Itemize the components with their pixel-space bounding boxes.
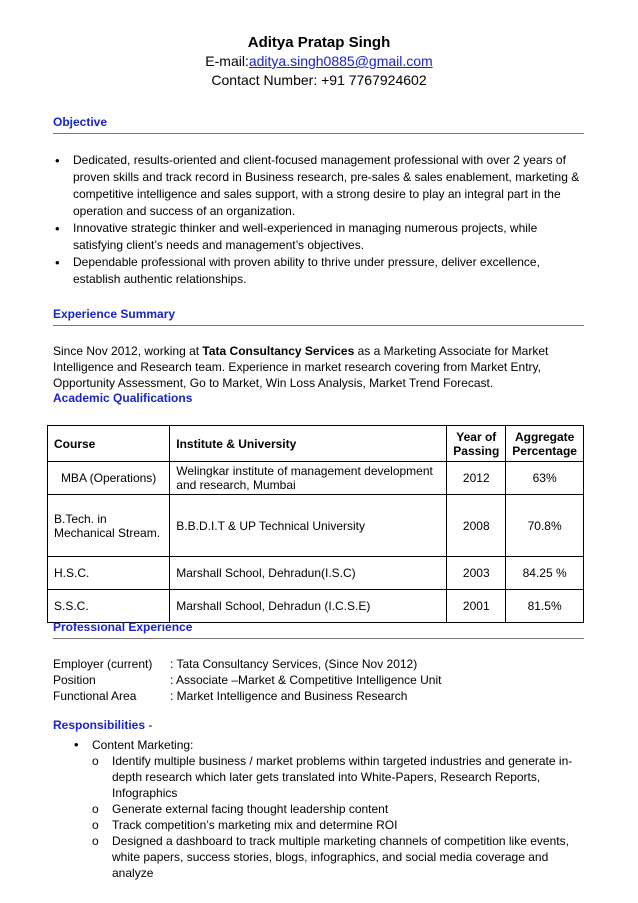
cell-year: 2012	[447, 462, 506, 495]
responsibility-item: o Designed a dashboard to track multiple marketing channels of competition like events, white papers, success stories, blogs, infographics, and social media coverage and analyze	[92, 833, 582, 881]
email-link[interactable]: aditya.singh0885@gmail.com	[248, 53, 433, 69]
field-key: Employer (current)	[53, 657, 153, 671]
cell-percentage: 81.5%	[506, 590, 584, 623]
objective-item: • Dedicated, results-oriented and client-focused management professional with over 2 years of proven skills and track record in Business research, pre-sales & sales enablement, marketing & competitive intelligence and sales support, with a strong desire to play an integral part in the operation and success of an organization.	[53, 152, 584, 220]
academic-table	[47, 425, 584, 623]
responsibility-item: o Track competition’s marketing mix and determine ROI	[92, 817, 582, 833]
table-row	[48, 495, 584, 557]
cell-year: 2008	[447, 495, 506, 557]
cell-institute: B.B.D.I.T & UP Technical University	[170, 495, 447, 557]
col-percentage: Aggregate Percentage	[506, 426, 584, 462]
academic-heading: Academic Qualifications	[53, 391, 193, 405]
responsibility-item: o Generate external facing thought leadership content	[92, 801, 582, 817]
cell-year: 2003	[447, 557, 506, 590]
objective-heading: Objective	[53, 115, 108, 129]
col-year: Year of Passing	[447, 426, 506, 462]
objective-divider	[53, 133, 584, 134]
professional-divider	[53, 638, 584, 639]
cell-institute: Marshall School, Dehradun(I.S.C)	[170, 557, 447, 590]
cell-course: S.S.C.	[48, 590, 170, 623]
cell-percentage: 70.8%	[506, 495, 584, 557]
contact-number: Contact Number: +91 7767924602	[211, 72, 427, 88]
table-row	[48, 590, 584, 623]
field-key: Position	[53, 673, 96, 687]
responsibility-item: o Identify multiple business / market problems within targeted industries and generate in-depth research which later gets translated into White-Papers, Research Reports, Infographics	[92, 753, 582, 801]
responsibilities-title: Responsibilities	[53, 718, 146, 732]
responsibility-sublist	[92, 753, 582, 881]
col-institute: Institute & University	[170, 426, 447, 462]
summary-pre: Since Nov 2012, working at	[53, 344, 203, 358]
responsibilities-suffix: -	[145, 718, 153, 732]
cell-institute: Welingkar institute of management development and research, Mumbai	[170, 462, 447, 495]
cell-year: 2001	[447, 590, 506, 623]
table-row	[48, 557, 584, 590]
table-header-row	[48, 426, 584, 462]
responsibilities-heading	[53, 718, 152, 732]
candidate-name: Aditya Pratap Singh	[247, 34, 391, 51]
responsibility-group	[72, 737, 582, 881]
summary-post: as a Marketing Associate for Market Intelligence and Research team. Experience in market research covering from Market Entry, Opportunity Assessment, Go to Market, Win Loss Analysis, Market Trend Forecast.	[53, 344, 549, 390]
objective-item: • Dependable professional with proven ability to thrive under pressure, deliver excellence, establish authentic relationships.	[53, 254, 584, 288]
cell-percentage: 63%	[506, 462, 584, 495]
cell-institute: Marshall School, Dehradun (I.C.S.E)	[170, 590, 447, 623]
field-key: Functional Area	[53, 689, 137, 703]
experience-summary-heading: Experience Summary	[53, 307, 176, 321]
objective-item: • Innovative strategic thinker and well-experienced in managing numerous projects, while satisfying client’s needs and management’s objectives.	[53, 220, 584, 254]
field-value: : Associate –Market & Competitive Intelligence Unit	[170, 673, 442, 687]
responsibilities-list	[72, 737, 582, 881]
cell-course: MBA (Operations)	[48, 462, 170, 495]
field-value: : Market Intelligence and Business Research	[170, 689, 408, 703]
experience-summary-divider	[53, 325, 584, 326]
field-value: : Tata Consultancy Services, (Since Nov 2012)	[170, 657, 418, 671]
group-label: Content Marketing:	[92, 738, 194, 752]
cell-course: B.Tech. in Mechanical Stream.	[48, 495, 170, 557]
objective-list	[53, 152, 584, 288]
email-line	[0, 53, 638, 69]
cell-course: H.S.C.	[48, 557, 170, 590]
summary-company: Tata Consultancy Services	[202, 344, 355, 358]
experience-summary-text	[53, 343, 584, 391]
col-course: Course	[48, 426, 170, 462]
table-row	[48, 462, 584, 495]
email-label: E-mail:	[205, 53, 249, 69]
cell-percentage: 84.25 %	[506, 557, 584, 590]
professional-heading: Professional Experience	[53, 620, 193, 634]
